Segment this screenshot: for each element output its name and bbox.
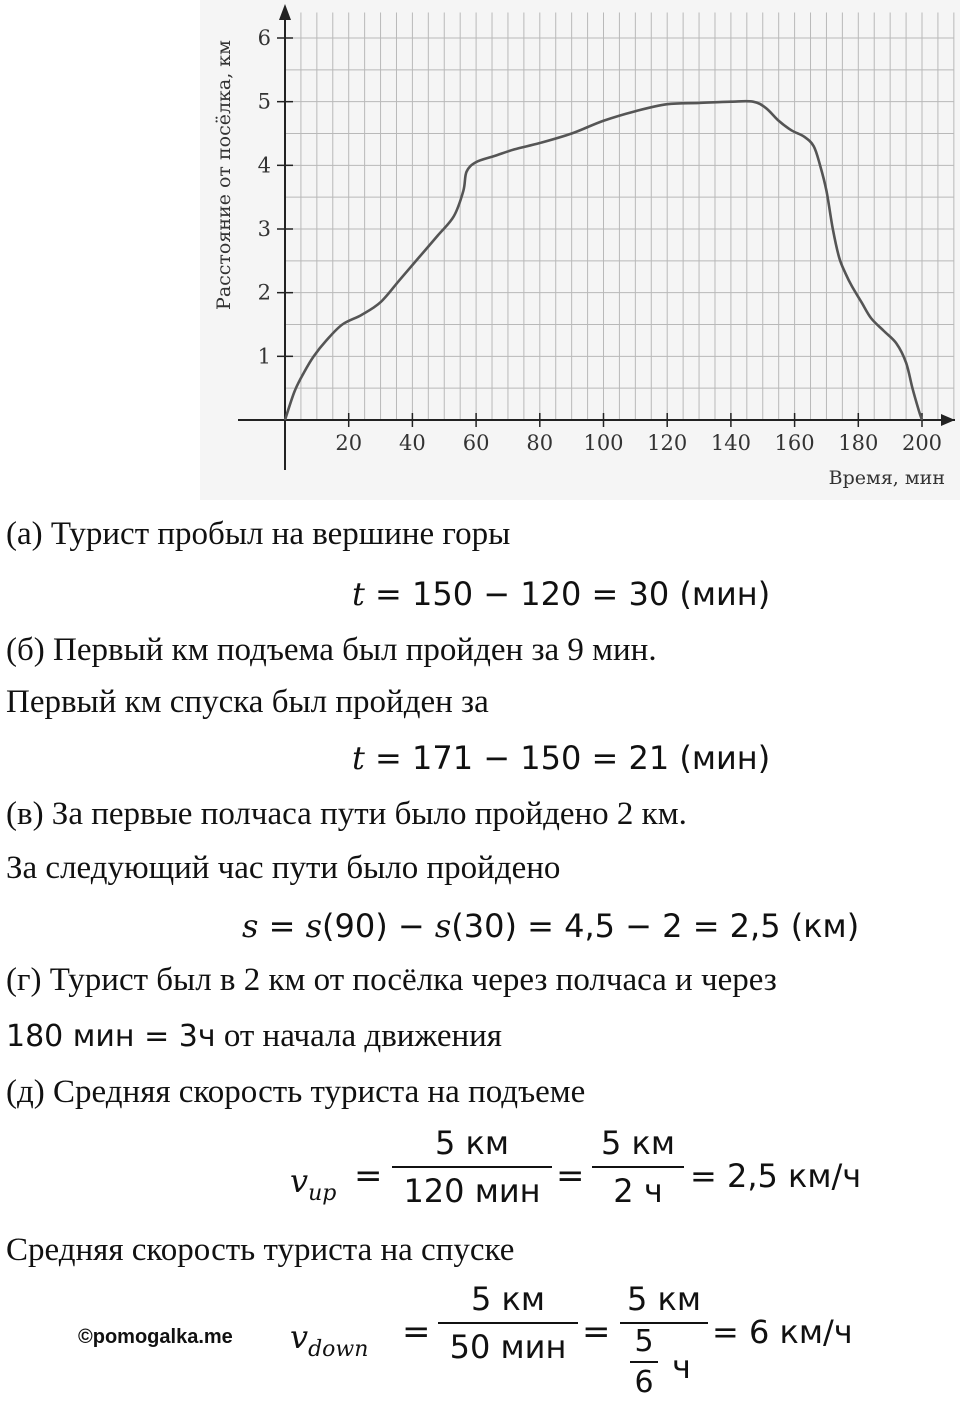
answer-d-line2: Средняя скорость туриста на спуске <box>6 1232 515 1268</box>
fraction-numerator: 5 км <box>435 1124 509 1162</box>
y-tick-label: 6 <box>257 26 271 50</box>
chart-grid <box>285 13 954 420</box>
answer-g-line2 <box>6 1016 502 1057</box>
answer-d-line1: (д) Средняя скорость туриста на подъеме <box>6 1074 586 1110</box>
fraction-5km-2h <box>592 1124 684 1210</box>
fraction-denominator: 2 ч <box>613 1172 663 1210</box>
answer-b-line2: Первый км спуска был пройден за <box>6 684 489 720</box>
x-axis-arrow <box>941 414 955 426</box>
x-tick-label: 180 <box>838 431 879 455</box>
fraction-denominator: 50 мин <box>449 1328 567 1366</box>
answer-g-line1: (г) Турист был в 2 км от посёлка через полчаса и через <box>6 962 777 998</box>
answer-b-line1: (б) Первый км подъема был пройден за 9 мин. <box>6 632 657 668</box>
fraction-5km-5-6h <box>620 1280 708 1406</box>
x-tick-label: 80 <box>526 431 554 455</box>
var-s2: s <box>305 907 322 945</box>
answer-a-text: (а) Турист пробыл на вершине горы <box>6 516 511 552</box>
inner-numerator: 5 <box>634 1324 654 1359</box>
v-down-base: v <box>290 1318 309 1356</box>
answer-g-math: 180 мин = 3ч <box>6 1019 216 1054</box>
formula-v-part2: (30) = 4,5 − 2 = 2,5 (км) <box>451 907 860 945</box>
eq-sign: = <box>402 1312 431 1352</box>
x-tick-label: 120 <box>647 431 688 455</box>
y-axis-label: Расстояние от посёлка, км <box>213 40 235 310</box>
distance-time-chart <box>200 0 960 500</box>
eq-sign: = <box>582 1312 611 1352</box>
answer-a-formula <box>352 574 770 614</box>
fraction-denominator <box>620 1324 708 1406</box>
x-tick-label: 60 <box>462 431 490 455</box>
answer-b-formula <box>352 738 770 778</box>
y-tick-label: 5 <box>257 89 271 114</box>
answer-v-line2: За следующий час пути было пройдено <box>6 850 561 886</box>
fraction-5km-120min <box>392 1124 552 1210</box>
eq-sign: = <box>556 1156 585 1196</box>
var-v-down <box>290 1318 368 1362</box>
var-s3: s <box>434 907 452 945</box>
result-v-up: = 2,5 км/ч <box>690 1157 862 1195</box>
y-tick-label: 4 <box>257 153 271 178</box>
fraction-numerator: 5 км <box>471 1280 545 1318</box>
fraction-5km-50min <box>438 1280 578 1366</box>
var-v-up <box>290 1162 336 1206</box>
formula-v-eq: = <box>258 907 306 945</box>
formula-a-body: = 150 − 120 = 30 (мин) <box>375 575 771 613</box>
x-tick-label: 20 <box>335 431 363 455</box>
x-tick-label: 200 <box>901 431 943 455</box>
formula-v-part1: (90) − <box>322 907 435 945</box>
y-axis-arrow <box>279 4 291 20</box>
x-tick-label: 100 <box>583 431 624 455</box>
x-axis-label: Время, мин <box>828 467 945 489</box>
y-tick-label: 2 <box>257 280 271 305</box>
var-t: t <box>352 575 365 613</box>
unit-hour: ч <box>672 1348 691 1386</box>
v-up-base: v <box>290 1162 309 1200</box>
inner-fraction-5-6 <box>630 1324 658 1400</box>
fraction-numerator: 5 км <box>627 1280 701 1318</box>
fraction-numerator: 5 км <box>601 1124 675 1162</box>
v-up-sub: up <box>308 1181 337 1206</box>
result-v-down: = 6 км/ч <box>712 1313 853 1351</box>
fraction-denominator: 120 мин <box>403 1172 541 1210</box>
formula-b-body: = 171 − 150 = 21 (мин) <box>375 739 771 777</box>
watermark: ©pomogalka.me <box>78 1326 233 1348</box>
var-t-b: t <box>352 739 365 777</box>
x-tick-label: 40 <box>399 431 426 455</box>
y-tick-label: 3 <box>257 217 271 241</box>
x-tick-label: 160 <box>774 431 815 455</box>
v-down-sub: down <box>308 1337 369 1362</box>
var-s1: s <box>242 907 259 945</box>
answer-g-text: от начала движения <box>215 1018 502 1054</box>
answer-v-formula <box>242 906 859 946</box>
chart-svg <box>200 0 960 500</box>
inner-denominator: 6 <box>634 1365 654 1400</box>
y-tick-label: 1 <box>257 344 271 369</box>
x-tick-label: 140 <box>710 431 751 455</box>
eq-sign: = <box>354 1156 383 1196</box>
answer-v-line1: (в) За первые полчаса пути было пройдено 2 км. <box>6 796 687 832</box>
